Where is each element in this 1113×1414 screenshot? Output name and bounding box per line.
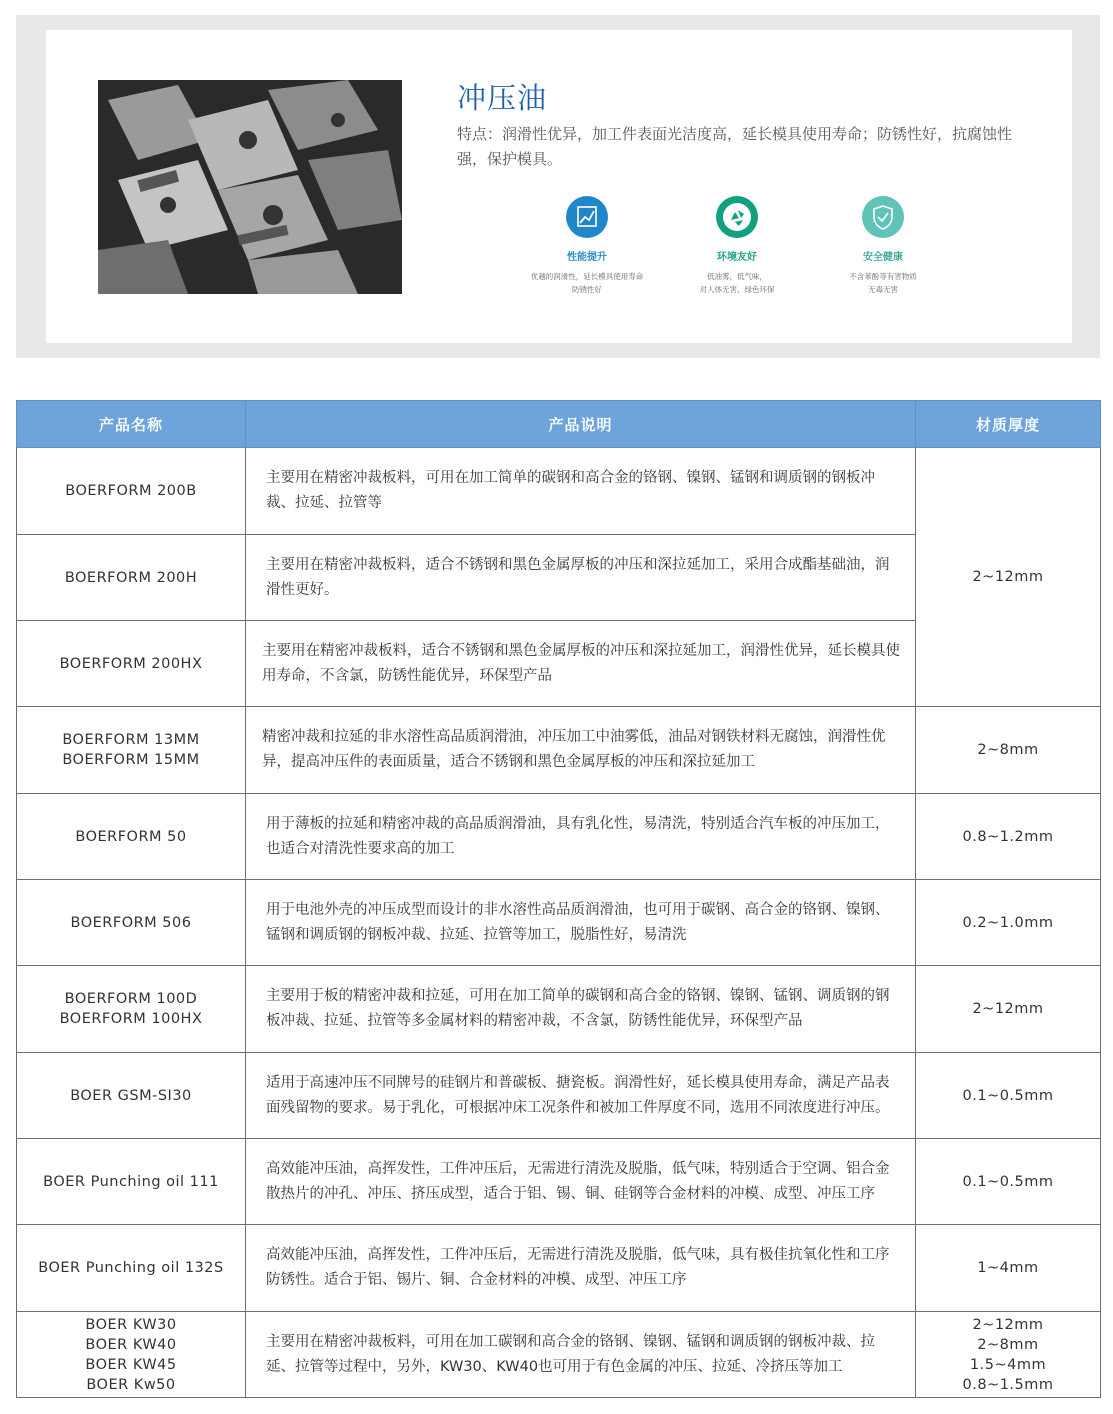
product-desc: 主要用在精密冲裁板料，适合不锈钢和黑色金属厚板的冲压和深拉延加工，润滑性优异，延长模具使用寿命，不含氯，防锈性能优异，环保型产品 [246, 621, 916, 707]
table-row [17, 1225, 1101, 1312]
material-thickness: 2~8mm [916, 707, 1101, 794]
hero-description: 特点：润滑性优异，加工件表面光洁度高，延长模具使用寿命；防锈性好，抗腐蚀性强，保护模具。 [457, 125, 1013, 168]
product-name: BOERFORM 200B [17, 448, 246, 535]
product-desc: 用于电池外壳的冲压成型而设计的非水溶性高品质润滑油，也可用于碳钢、高合金的铬钢、镍钢、锰钢和调质钢的钢板冲裁、拉延、拉管等加工，脱脂性好，易清洗 [246, 880, 916, 966]
feature-desc: 优越的润滑性，延长模具使用寿命 防锈性好 [530, 272, 644, 294]
hero-card [46, 30, 1072, 343]
product-name: BOERFORM 506 [17, 880, 246, 966]
table-row [17, 794, 1101, 880]
feature-title: 环境友好 [717, 252, 757, 263]
product-desc: 用于薄板的拉延和精密冲裁的高品质润滑油，具有乳化性，易清洗，特别适合汽车板的冲压加工，也适合对清洗性要求高的加工 [246, 794, 916, 880]
hero-title: 冲压油 [457, 81, 548, 115]
material-thickness: 1~4mm [916, 1225, 1101, 1312]
table-row [17, 1139, 1101, 1225]
product-name: BOERFORM 50 [17, 794, 246, 880]
product-desc: 高效能冲压油，高挥发性，工件冲压后，无需进行清洗及脱脂，低气味，特别适合于空调、铝合金散热片的冲孔、冲压、挤压成型，适合于铝、锡、铜、硅钢等合金材料的冲模、成型、冲压工序 [246, 1139, 916, 1225]
product-desc: 精密冲裁和拉延的非水溶性高品质润滑油，冲压加工中油雾低，油品对钢铁材料无腐蚀，润滑性优异，提高冲压件的表面质量，适合不锈钢和黑色金属厚板的冲压和深拉延加工 [246, 707, 916, 794]
header-product-desc: 产品说明 [246, 401, 916, 448]
feature-list [512, 196, 972, 306]
material-thickness: 0.2~1.0mm [916, 880, 1101, 966]
table-row [17, 880, 1101, 966]
table-header-row [17, 401, 1101, 448]
product-desc: 主要用在精密冲裁板料，适合不锈钢和黑色金属厚板的冲压和深拉延加工，采用合成酯基础油，润滑性更好。 [246, 535, 916, 621]
material-thickness: 0.1~0.5mm [916, 1053, 1101, 1139]
product-desc: 主要用在精密冲裁板料，可用在加工简单的碳钢和高合金的铬钢、镍钢、锰钢和调质钢的钢板冲裁、拉延、拉管等 [246, 448, 916, 535]
table-row [17, 1312, 1101, 1398]
header-product-name: 产品名称 [17, 401, 246, 448]
table-row [17, 966, 1101, 1053]
product-name: BOER Punching oil 111 [17, 1139, 246, 1225]
shield-check-icon [862, 196, 904, 238]
table-row [17, 707, 1101, 794]
recycle-icon [716, 196, 758, 238]
product-name: BOERFORM 200H [17, 535, 246, 621]
feature-title: 性能提升 [567, 252, 607, 263]
feature-desc: 低油雾，低气味， 对人体无害，绿色环保 [699, 272, 775, 294]
material-thickness: 2~12mm [916, 448, 1101, 707]
product-name: BOER KW30 BOER KW40 BOER KW45 BOER Kw50 [17, 1312, 246, 1398]
material-thickness: 2~12mm [916, 966, 1101, 1053]
product-desc: 高效能冲压油，高挥发性，工件冲压后，无需进行清洗及脱脂，低气味，具有极佳抗氧化性和工序防锈性。适合于铝、锡片、铜、合金材料的冲模、成型、冲压工序 [246, 1225, 916, 1312]
table-row [17, 1053, 1101, 1139]
material-thickness: 0.1~0.5mm [916, 1139, 1101, 1225]
product-name: BOERFORM 200HX [17, 621, 246, 707]
product-name: BOER GSM-SI30 [17, 1053, 246, 1139]
header-thickness: 材质厚度 [916, 401, 1101, 448]
feature-title: 安全健康 [863, 252, 903, 263]
hero-panel [16, 15, 1100, 358]
product-name: BOER Punching oil 132S [17, 1225, 246, 1312]
performance-chart-icon [566, 196, 608, 238]
table-row [17, 448, 1101, 535]
product-desc: 主要用于板的精密冲裁和拉延，可用在加工简单的碳钢和高合金的铬钢、镍钢、锰钢、调质钢的钢板冲裁、拉延、拉管等多金属材料的精密冲裁，不含氯，防锈性能优异，环保型产品 [246, 966, 916, 1053]
feature-environment [662, 196, 812, 296]
product-desc: 适用于高速冲压不同牌号的硅钢片和普碳板、搪瓷板。润滑性好，延长模具使用寿命，满足产品表面残留物的要求。易于乳化，可根据冲床工况条件和被加工件厚度不同，选用不同浓度进行冲压。 [246, 1053, 916, 1139]
feature-performance [512, 196, 662, 296]
stamped-parts-photo [98, 80, 402, 294]
product-name: BOERFORM 13MM BOERFORM 15MM [17, 707, 246, 794]
material-thickness: 2~12mm 2~8mm 1.5~4mm 0.8~1.5mm [916, 1312, 1101, 1398]
feature-safety [808, 196, 958, 296]
product-desc: 主要用在精密冲裁板料，可用在加工碳钢和高合金的铬钢、镍钢、锰钢和调质钢的钢板冲裁、拉延、拉管等过程中，另外，KW30、KW40也可用于有色金属的冲压、拉延、冷挤压等加工 [246, 1312, 916, 1398]
product-spec-table [16, 400, 1101, 1398]
material-thickness: 0.8~1.2mm [916, 794, 1101, 880]
feature-desc: 不含苯酚等有害物质 无毒无害 [849, 272, 917, 294]
product-name: BOERFORM 100D BOERFORM 100HX [17, 966, 246, 1053]
